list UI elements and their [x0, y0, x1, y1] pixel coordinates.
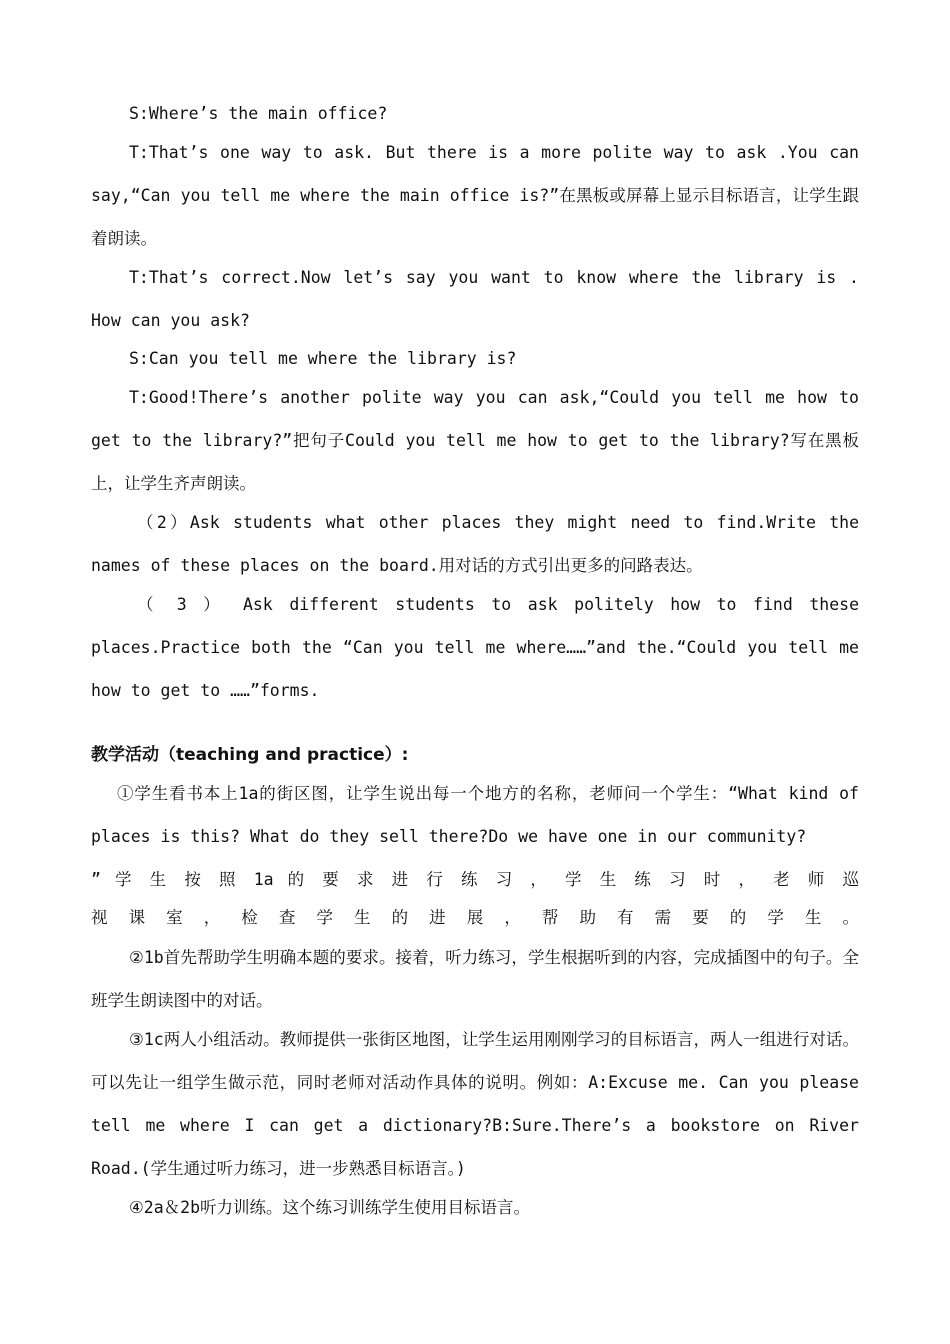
- activity-item-3: ③1c两人小组活动。教师提供一张街区地图，让学生运用刚刚学习的目标语言，两人一组进行对话。可以先让一组学生做示范，同时老师对活动作具体的说明。例如：A:Excuse me. Can you please tell me where I can get a dictionary?B:Sure.There’s a bookstore on River Road.(学生通过听力练习，进一步熟悉目标语言。): [91, 1030, 859, 1178]
- step-3-paragraph: （ 3 ） Ask different students to ask politely how to find these places.Practice both the “Can you tell me where……”and the.“Could you tell me how to get to ……”forms.: [91, 595, 859, 700]
- section-heading: 教学活动（teaching and practice）:: [91, 745, 409, 765]
- dialogue-line-t3: T:Good!There’s another polite way you can ask,“Could you tell me how to get to the library?”把句子Could you tell me how to get to the library?写在黑板上，让学生齐声朗读。: [91, 388, 859, 493]
- activity-item-2: ②1b首先帮助学生明确本题的要求。接着，听力练习，学生根据听到的内容，完成插图中的句子。全班学生朗读图中的对话。: [91, 948, 859, 1010]
- activity-item-1-line-3: 视 课 室 ， 检 查 学 生 的 进 展 ， 帮 助 有 需 要 的 学 生 。: [91, 908, 859, 927]
- dialogue-line-s2: S:Can you tell me where the library is?: [129, 349, 517, 368]
- activity-item-1-line-2: ” 学 生 按 照 1a 的 要 求 进 行 练 习 ， 学 生 练 习 时 ， 老 师 巡: [91, 870, 859, 889]
- dialogue-line-s1: S:Where’s the main office?: [129, 104, 388, 123]
- dialogue-line-t2: T:That’s correct.Now let’s say you want to know where the library is . How can you ask?: [91, 268, 859, 330]
- activity-item-1: ①学生看书本上1a的街区图，让学生说出每一个地方的名称，老师问一个学生：“What kind of places is this? What do they sell there?Do we have one in our community?: [91, 784, 859, 846]
- dialogue-line-t1: T:That’s one way to ask. But there is a more polite way to ask .You can say,“Can you tell me where the main office is?”在黑板或屏幕上显示目标语言，让学生跟着朗读。: [91, 143, 859, 248]
- activity-item-4: ④2a＆2b听力训练。这个练习训练学生使用目标语言。: [129, 1198, 531, 1217]
- step-2-paragraph: （2）Ask students what other places they might need to find.Write the names of these places on the board.用对话的方式引出更多的问路表达。: [91, 513, 859, 575]
